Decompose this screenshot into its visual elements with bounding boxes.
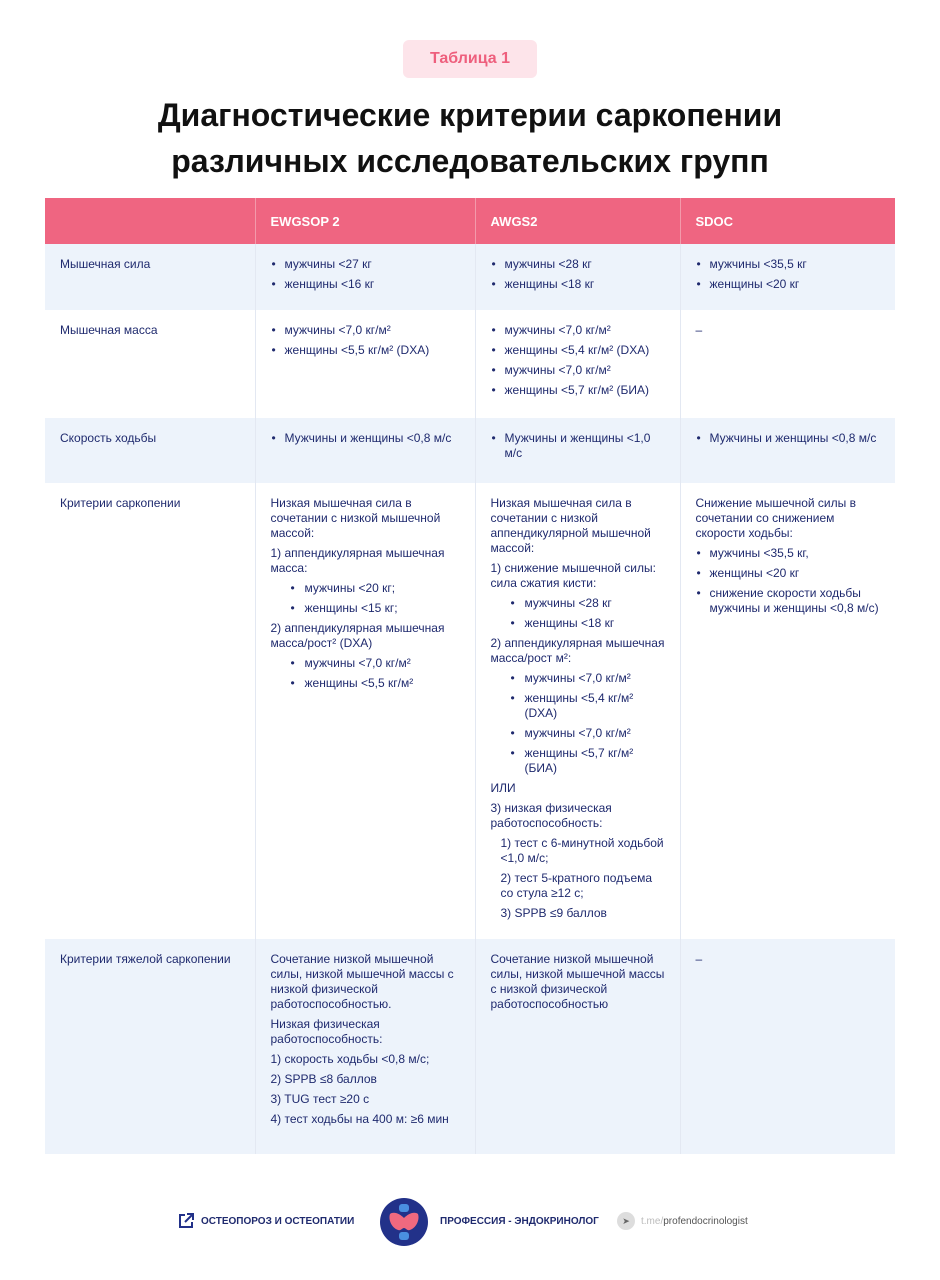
- bullet-item: • женщины <5,5 кг/м²: [271, 676, 460, 691]
- bullet-item: • мужчины <7,0 кг/м²: [491, 323, 665, 338]
- telegram-icon: ➤: [617, 1212, 635, 1230]
- table-row: [45, 939, 895, 1154]
- cell-text: 3) низкая физическая работоспособность:: [490, 801, 612, 830]
- cell-text: Низкая физическая работоспособность:: [270, 1017, 383, 1046]
- cell-text: 1) снижение мышечной силы: сила сжатия кисти:: [490, 561, 656, 590]
- bullet-item: • женщины <5,4 кг/м² (DXA): [491, 343, 665, 358]
- cell-text: 1) тест с 6-минутной ходьбой <1,0 м/с;: [500, 836, 664, 865]
- bullet-item: • мужчины <7,0 кг/м²: [491, 363, 665, 378]
- cell-text: 3) SPPB ≤9 баллов: [500, 906, 607, 920]
- table-cell: [475, 244, 680, 310]
- bullet-item: • мужчины <28 кг: [491, 596, 665, 611]
- table-cell: [255, 483, 475, 939]
- row-label: Мышечная сила: [45, 244, 255, 310]
- criteria-table: [45, 198, 895, 1154]
- bullet-item: • мужчины <35,5 кг: [696, 257, 881, 272]
- cell-text: Низкая мышечная сила в сочетании с низкой аппендикулярной мышечной массой:: [490, 496, 651, 555]
- cell-text: Снижение мышечной силы в сочетании со снижением скорости ходьбы:: [695, 496, 856, 540]
- table-cell: [255, 939, 475, 1154]
- cell-text: 2) аппендикулярная мышечная масса/рост м²:: [490, 636, 665, 665]
- table-cell: [255, 418, 475, 483]
- cell-text: 3) TUG тест ≥20 с: [270, 1092, 370, 1106]
- cell-text: 1) аппендикулярная мышечная масса:: [270, 546, 445, 575]
- column-header: AWGS2: [475, 198, 680, 244]
- bullet-item: • женщины <20 кг: [696, 566, 881, 581]
- table-row: [45, 244, 895, 310]
- column-header: SDOC: [680, 198, 895, 244]
- footer: [0, 1192, 940, 1252]
- cell-text: Сочетание низкой мышечной силы, низкой мышечной массы с низкой физической работоспособностью.: [270, 952, 454, 1011]
- table-cell: [475, 310, 680, 418]
- table-cell: [475, 418, 680, 483]
- osteoporosis-link[interactable]: ОСТЕОПОРОЗ И ОСТЕОПАТИИ: [178, 1213, 354, 1229]
- table-cell: [475, 483, 680, 939]
- cell-text: 2) аппендикулярная мышечная масса/рост² (DXA): [270, 621, 445, 650]
- cell-text: 2) SPPB ≤8 баллов: [270, 1072, 377, 1086]
- table-number-badge: Таблица 1: [403, 40, 537, 78]
- bullet-item: • Мужчины и женщины <1,0 м/с: [491, 431, 665, 461]
- cell-text: Сочетание низкой мышечной силы, низкой мышечной массы с низкой физической работоспособностью: [490, 952, 665, 1011]
- cell-text: –: [695, 952, 703, 966]
- page-title: Диагностические критерии саркопении различных исследовательских групп: [157, 97, 783, 179]
- table-row: [45, 483, 895, 939]
- bullet-item: • Мужчины и женщины <0,8 м/с: [271, 431, 460, 446]
- bullet-item: • женщины <15 кг;: [271, 601, 460, 616]
- bullet-item: • женщины <18 кг: [491, 616, 665, 631]
- header-row: [45, 198, 895, 244]
- column-header: EWGSOP 2: [255, 198, 475, 244]
- table-cell: [680, 244, 895, 310]
- table-cell: [680, 483, 895, 939]
- bullet-item: • мужчины <27 кг: [271, 257, 460, 272]
- bullet-item: • Мужчины и женщины <0,8 м/с: [696, 431, 881, 446]
- bullet-item: • женщины <20 кг: [696, 277, 881, 292]
- row-label: Критерии тяжелой саркопении: [45, 939, 255, 1154]
- table-row: [45, 310, 895, 418]
- table-cell: [680, 418, 895, 483]
- bullet-item: • женщины <5,7 кг/м² (БИА): [491, 746, 665, 776]
- table-row: [45, 418, 895, 483]
- bullet-item: • женщины <18 кг: [491, 277, 665, 292]
- cell-text: –: [695, 323, 703, 337]
- cell-text: 2) тест 5-кратного подъема со стула ≥12 с;: [500, 871, 653, 900]
- bullet-item: • женщины <5,4 кг/м² (DXA): [491, 691, 665, 721]
- bullet-item: • мужчины <35,5 кг,: [696, 546, 881, 561]
- table-cell: [680, 939, 895, 1154]
- cell-text: 1) скорость ходьбы <0,8 м/с;: [270, 1052, 430, 1066]
- bullet-item: • снижение скорости ходьбы мужчины и женщины <0,8 м/с): [696, 586, 881, 616]
- table-cell: [680, 310, 895, 418]
- brand-name: ПРОФЕССИЯ - ЭНДОКРИНОЛОГ: [440, 1216, 599, 1227]
- telegram-link[interactable]: ➤ t.me/profendocrinologist: [617, 1212, 748, 1230]
- cell-text: 4) тест ходьбы на 400 м: ≥6 мин: [270, 1112, 449, 1126]
- row-label: Критерии саркопении: [60, 496, 181, 510]
- bullet-item: • мужчины <20 кг;: [271, 581, 460, 596]
- bullet-item: • женщины <16 кг: [271, 277, 460, 292]
- bullet-item: • женщины <5,7 кг/м² (БИА): [491, 383, 665, 398]
- table-cell: [255, 310, 475, 418]
- thyroid-logo: [380, 1198, 428, 1246]
- bullet-item: • мужчины <28 кг: [491, 257, 665, 272]
- bullet-item: • мужчины <7,0 кг/м²: [491, 671, 665, 686]
- cell-text: ИЛИ: [490, 781, 516, 795]
- external-link-icon: [178, 1213, 194, 1229]
- bullet-item: • женщины <5,5 кг/м² (DXA): [271, 343, 460, 358]
- column-header: [45, 198, 255, 244]
- cell-text: Низкая мышечная сила в сочетании с низкой мышечной массой:: [270, 496, 441, 540]
- bullet-item: • мужчины <7,0 кг/м²: [491, 726, 665, 741]
- row-label: Мышечная масса: [60, 323, 158, 337]
- row-label: Скорость ходьбы: [45, 418, 255, 483]
- table-cell: [255, 244, 475, 310]
- table-cell: [475, 939, 680, 1154]
- bullet-item: • мужчины <7,0 кг/м²: [271, 323, 460, 338]
- bullet-item: • мужчины <7,0 кг/м²: [271, 656, 460, 671]
